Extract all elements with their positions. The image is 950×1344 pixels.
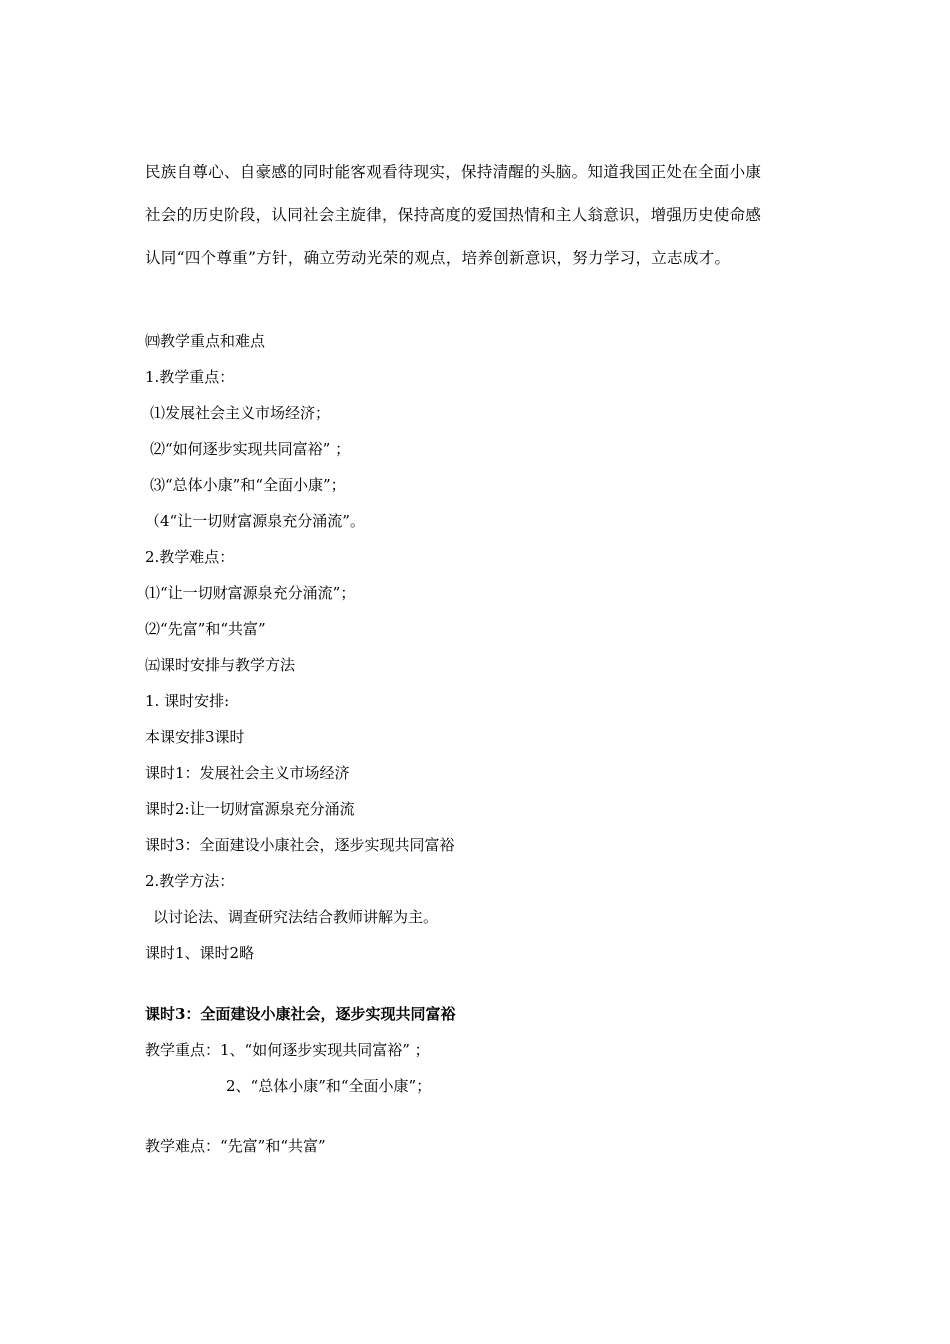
intro-line-3: 认同“四个尊重”方针，确立劳动光荣的观点，培养创新意识，努力学习，立志成才。 [145,249,731,267]
key-point-3: ⑶“总体小康”和“全面小康”； [150,476,346,494]
key-points-title: 1.教学重点： [145,368,235,386]
schedule-intro: 本课安排3课时 [145,728,245,746]
lesson-2: 课时2:让一切财富源泉充分涌流 [145,800,355,818]
schedule-title: 1. 课时安排: [145,692,230,710]
lesson3-difficulty: 教学难点：“先富”和“共富” [145,1137,326,1155]
omitted-note: 课时1、课时2略 [145,944,255,962]
key-point-1: ⑴发展社会主义市场经济； [150,404,331,422]
intro-line-2: 社会的历史阶段，认同社会主旋律，保持高度的爱国热情和主人翁意识，增强历史使命感 [145,206,762,224]
key-point-2: ⑵“如何逐步实现共同富裕” ； [150,440,351,458]
methods-title: 2.教学方法： [145,872,235,890]
lesson-1: 课时1：发展社会主义市场经济 [145,764,350,782]
difficulties-title: 2.教学难点： [145,548,235,566]
lesson3-title: 课时3：全面建设小康社会，逐步实现共同富裕 [145,1005,456,1023]
section4-heading: ㈣教学重点和难点 [145,332,266,350]
difficulty-1: ⑴“让一切财富源泉充分涌流”； [145,584,356,602]
intro-line-1: 民族自尊心、自豪感的同时能客观看待现实，保持清醒的头脑。知道我国正处在全面小康 [145,163,762,181]
methods-text: 以讨论法、调查研究法结合教师讲解为主。 [153,908,439,926]
lesson3-key-points-2: 2、“总体小康”和“全面小康”； [226,1077,432,1095]
lesson3-key-points-1: 教学重点：1、“如何逐步实现共同富裕” ； [145,1041,430,1059]
key-point-4: （4“让一切财富源泉充分涌流”。 [145,512,365,530]
section5-heading: ㈤课时安排与教学方法 [145,656,296,674]
lesson-3: 课时3：全面建设小康社会，逐步实现共同富裕 [145,836,455,854]
difficulty-2: ⑵“先富”和“共富” [145,620,266,638]
